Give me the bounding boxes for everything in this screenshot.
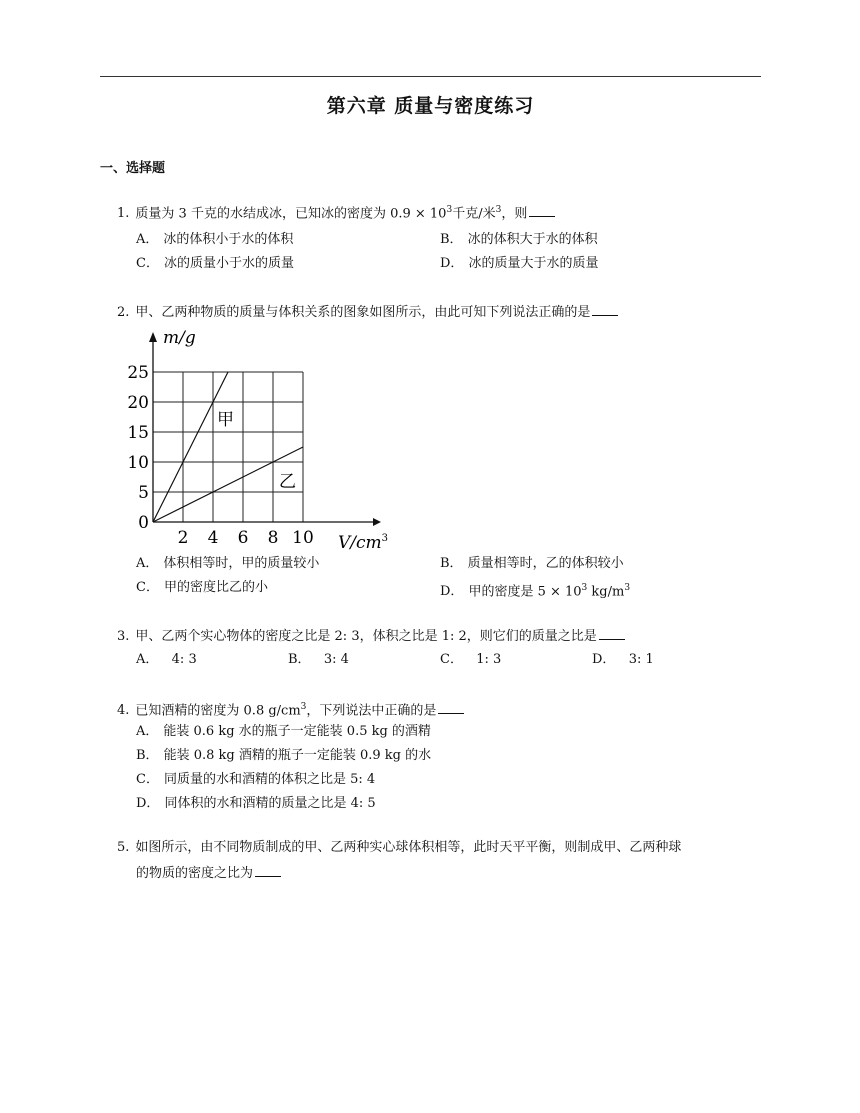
question-2 [117, 301, 767, 323]
y-tick-label: 15 [127, 423, 149, 443]
question-number: 3. [117, 629, 130, 644]
question-text: 已知酒精的密度为 0.8 g/cm [135, 703, 301, 719]
x-tick-label: 6 [237, 528, 249, 548]
question-number: 5. [117, 840, 130, 855]
y-tick-label: 5 [138, 483, 149, 503]
section-heading: 一、选择题 [100, 161, 166, 176]
y-axis-arrow [149, 332, 157, 342]
option-b[interactable]: B． 能装 0.8 kg 酒精的瓶子一定能装 0.9 kg 的水 [136, 748, 432, 763]
graph-axes [149, 332, 381, 526]
answer-blank[interactable] [599, 625, 625, 640]
y-tick-label: 0 [138, 513, 149, 533]
answer-blank[interactable] [438, 699, 464, 714]
option-c[interactable]: C． 同质量的水和酒精的体积之比是 5: 4 [136, 772, 376, 787]
mass-volume-graph [118, 326, 398, 556]
series-line-jia [153, 372, 228, 522]
answer-blank[interactable] [255, 862, 281, 877]
question-3 [117, 625, 767, 647]
question-5 [117, 838, 777, 884]
option-a[interactable]: A． 能装 0.6 kg 水的瓶子一定能装 0.5 kg 的酒精 [136, 724, 431, 739]
option-d[interactable]: D． 甲的密度是 $5 \times 10^3$ $kg/m^3$ [440, 583, 631, 600]
option-d[interactable]: D． 3: 1 [592, 652, 654, 667]
x-tick-label: 10 [292, 528, 314, 548]
x-axis-arrow [373, 518, 381, 526]
page-title: 第六章 质量与密度练习 [326, 95, 535, 117]
y-tick-label: 10 [127, 453, 149, 473]
answer-blank[interactable] [529, 202, 555, 217]
option-a[interactable]: A． 4: 3 [136, 652, 197, 667]
question-number: 1. [117, 206, 130, 222]
x-axis-label: $V/cm^3$ [338, 533, 389, 553]
question-text: 甲、乙两种物质的质量与体积关系的图象如图所示，由此可知下列说法正确的是 [135, 305, 591, 320]
line-b-label: 乙 [279, 472, 296, 492]
option-b[interactable]: B． 3: 4 [288, 652, 349, 667]
option-d[interactable]: D． 冰的质量大于水的质量 [440, 256, 599, 271]
x-tick-label: 4 [207, 528, 219, 548]
question-text: 如图所示，由不同物质制成的甲、乙两种实心球体积相等，此时天平平衡，则制成甲、乙两种球 [135, 840, 682, 855]
question-text: 质量为 3 千克的水结成冰，已知冰的密度为 0.9 × 10 [135, 206, 447, 222]
question-text-cont: 的物质的密度之比为 [136, 866, 254, 881]
y-axis-label: m/g [163, 328, 196, 348]
y-tick-label: 25 [127, 363, 149, 383]
option-d[interactable]: D． 同体积的水和酒精的质量之比是 4: 5 [136, 796, 376, 811]
option-c[interactable]: C． 甲的密度比乙的小 [136, 580, 268, 595]
x-tick-label: 2 [177, 528, 189, 548]
y-tick-label: 20 [127, 393, 149, 413]
option-c[interactable]: C． 冰的质量小于水的质量 [136, 256, 294, 271]
option-a[interactable]: A． 冰的体积小于水的体积 [136, 232, 294, 247]
option-a[interactable]: A． 体积相等时，甲的质量较小 [136, 556, 320, 571]
line-a-label: 甲 [217, 410, 234, 430]
question-number: 2. [117, 305, 130, 320]
graph-grid [153, 372, 303, 522]
option-b[interactable]: B． 冰的体积大于水的体积 [440, 232, 598, 247]
option-c[interactable]: C． 1: 3 [440, 652, 502, 667]
question-1: 1. 质量为 3 千克的水结成冰，已知冰的密度为 $0.9 \times 10^3$千克/米$^3$，则 [117, 200, 767, 224]
question-text: 甲、乙两个实心物体的密度之比是 2: 3，体积之比是 1: 2，则它们的质量之比是 [135, 629, 597, 644]
question-number: 4. [117, 703, 130, 719]
answer-blank[interactable] [592, 301, 618, 316]
header-rule [100, 76, 761, 77]
question-4: 4. 已知酒精的密度为 0.8 $g/cm^3$，下列说法中正确的是 [117, 697, 767, 721]
option-b[interactable]: B． 质量相等时，乙的体积较小 [440, 556, 624, 571]
x-tick-label: 8 [267, 528, 279, 548]
